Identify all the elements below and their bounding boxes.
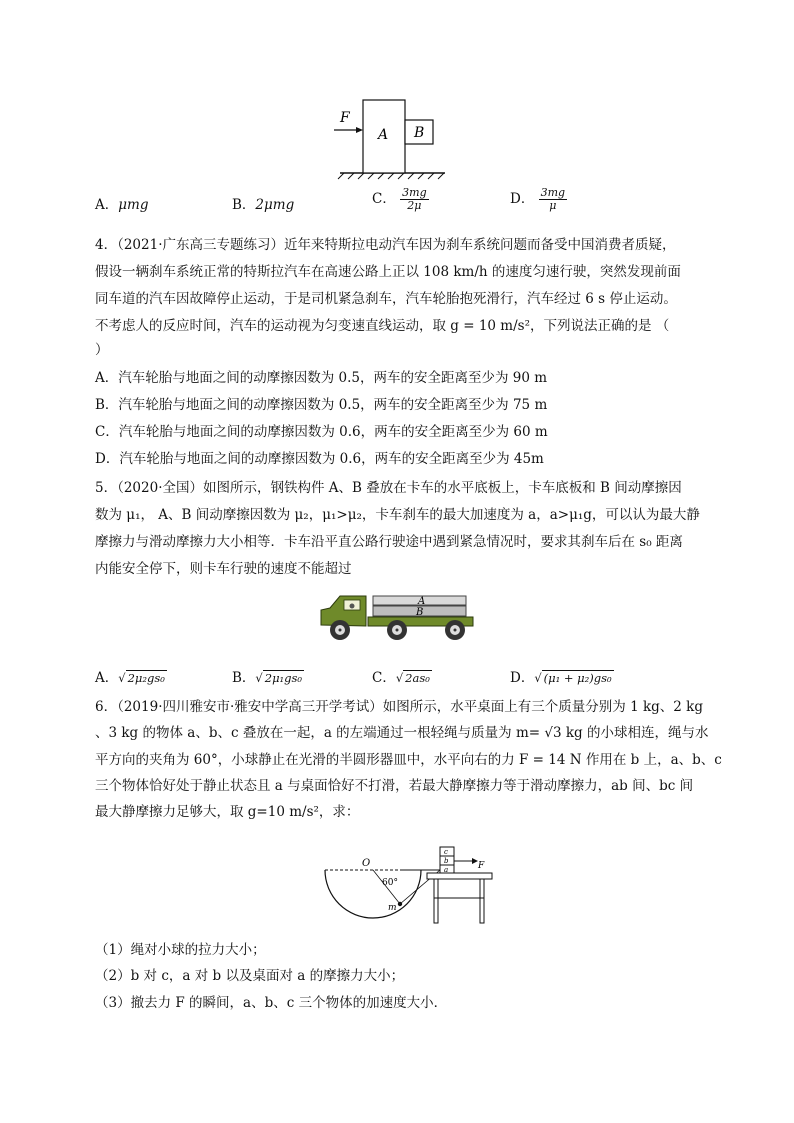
- q5-line-1: 5．（2020·全国）如图所示，钢铁构件 A、B 叠放在卡车的水平底板上，卡车底板和 B 间动摩擦因: [95, 480, 682, 496]
- q4-option-b[interactable]: B．汽车轮胎与地面之间的动摩擦因数为 0.5，两车的安全距离至少为 75 m: [95, 397, 548, 413]
- q4-line-4: 不考虑人的反应时间，汽车的运动视为匀变速直线运动，取 g = 10 m/s²，下列说法正确的是 （: [95, 318, 670, 334]
- block-a-label: a: [444, 866, 449, 874]
- q6-subquestion-1: （1）绳对小球的拉力大小；: [95, 942, 266, 958]
- truck-wheel-front: [330, 620, 350, 640]
- block-b-label: B: [414, 125, 425, 141]
- q5-line-4: 内能安全停下，则卡车行驶的速度不能超过: [95, 561, 352, 577]
- truck-label-b: B: [416, 607, 424, 618]
- figure-blocks-ab: [330, 95, 450, 180]
- angle-label: 60°: [382, 878, 398, 888]
- q4-line-3: 同车道的汽车因故障停止运动，于是司机紧急刹车，汽车轮胎抱死滑行，汽车经过 6 s 停止运动。: [95, 291, 677, 307]
- q4-option-c[interactable]: C．汽车轮胎与地面之间的动摩擦因数为 0.6，两车的安全距离至少为 60 m: [95, 424, 548, 440]
- q3-option-b[interactable]: B．2μmg: [232, 197, 295, 213]
- q5-option-c[interactable]: C．√ 2as₀: [372, 670, 430, 686]
- q4-line-2: 假设一辆刹车系统正常的特斯拉汽车在高速公路上正以 108 km/h 的速度匀速行驶，突然发现前面: [95, 264, 681, 280]
- figure-bowl-table: [322, 840, 502, 930]
- force-f-label: F: [478, 861, 485, 871]
- bowl-center-label: O: [362, 858, 371, 869]
- q6-subquestion-2: （2）b 对 c，a 对 b 以及桌面对 a 的摩擦力大小；: [95, 968, 405, 984]
- q4-line-1: 4．（2021·广东高三专题练习）近年来特斯拉电动汽车因为刹车系统问题而备受中国消费者质疑，: [95, 237, 676, 253]
- block-c-label: c: [444, 848, 448, 856]
- q3-option-a[interactable]: A．μmg: [95, 197, 149, 213]
- q5-line-2: 数为 μ₁， A、B 间动摩擦因数为 μ₂，μ₁>μ₂，卡车刹车的最大加速度为 a，a>μ₁g，可以认为最大静: [95, 507, 700, 523]
- q3-option-c[interactable]: C． $\frac{3mg}{2\mu}$: [372, 186, 427, 212]
- force-label: F: [340, 110, 350, 126]
- truck-label-a: A: [418, 596, 426, 607]
- figure-truck: [318, 592, 478, 644]
- block-a-label: A: [378, 127, 389, 143]
- q4-line-5: ）: [95, 342, 109, 358]
- q5-option-a[interactable]: A．√ 2μ₂gs₀: [95, 670, 165, 686]
- q3-option-d[interactable]: D． $\frac{3mg}{\mu}$: [510, 186, 566, 212]
- truck-wheel-rear: [445, 620, 465, 640]
- ball-mass-label: m: [388, 903, 397, 913]
- truck-wheel-mid: [387, 620, 407, 640]
- q6-line-2: 、3 kg 的物体 a、b、c 叠放在一起，a 的左端通过一根轻绳与质量为 m= √3 kg 的小球相连，绳与水: [95, 725, 709, 741]
- q5-line-3: 摩擦力与滑动摩擦力大小相等．卡车沿平直公路行驶途中遇到紧急情况时，要求其刹车后在 s₀ 距离: [95, 534, 683, 550]
- block-b-label: b: [444, 857, 449, 865]
- q6-line-4: 三个物体恰好处于静止状态且 a 与桌面恰好不打滑，若最大静摩擦力等于滑动摩擦力，ab 间、bc 间: [95, 778, 694, 794]
- q5-option-d[interactable]: D．√ (μ₁ + μ₂)gs₀: [510, 670, 612, 686]
- q6-subquestion-3: （3）撤去力 F 的瞬间，a、b、c 三个物体的加速度大小．: [95, 995, 448, 1011]
- q4-option-d[interactable]: D．汽车轮胎与地面之间的动摩擦因数为 0.6，两车的安全距离至少为 45m: [95, 451, 544, 467]
- q4-option-a[interactable]: A．汽车轮胎与地面之间的动摩擦因数为 0.5，两车的安全距离至少为 90 m: [95, 370, 548, 386]
- q6-line-5: 最大静摩擦力足够大，取 g=10 m/s²，求：: [95, 804, 360, 820]
- q6-line-1: 6．（2019·四川雅安市·雅安中学高三开学考试）如图所示，水平桌面上有三个质量分别为 1 kg、2 kg: [95, 699, 703, 715]
- q5-option-b[interactable]: B．√ 2μ₁gs₀: [232, 670, 303, 686]
- q6-line-3: 平方向的夹角为 60°，小球静止在光滑的半圆形器皿中，水平向右的力 F = 14 N 作用在 b 上，a、b、c: [95, 752, 722, 768]
